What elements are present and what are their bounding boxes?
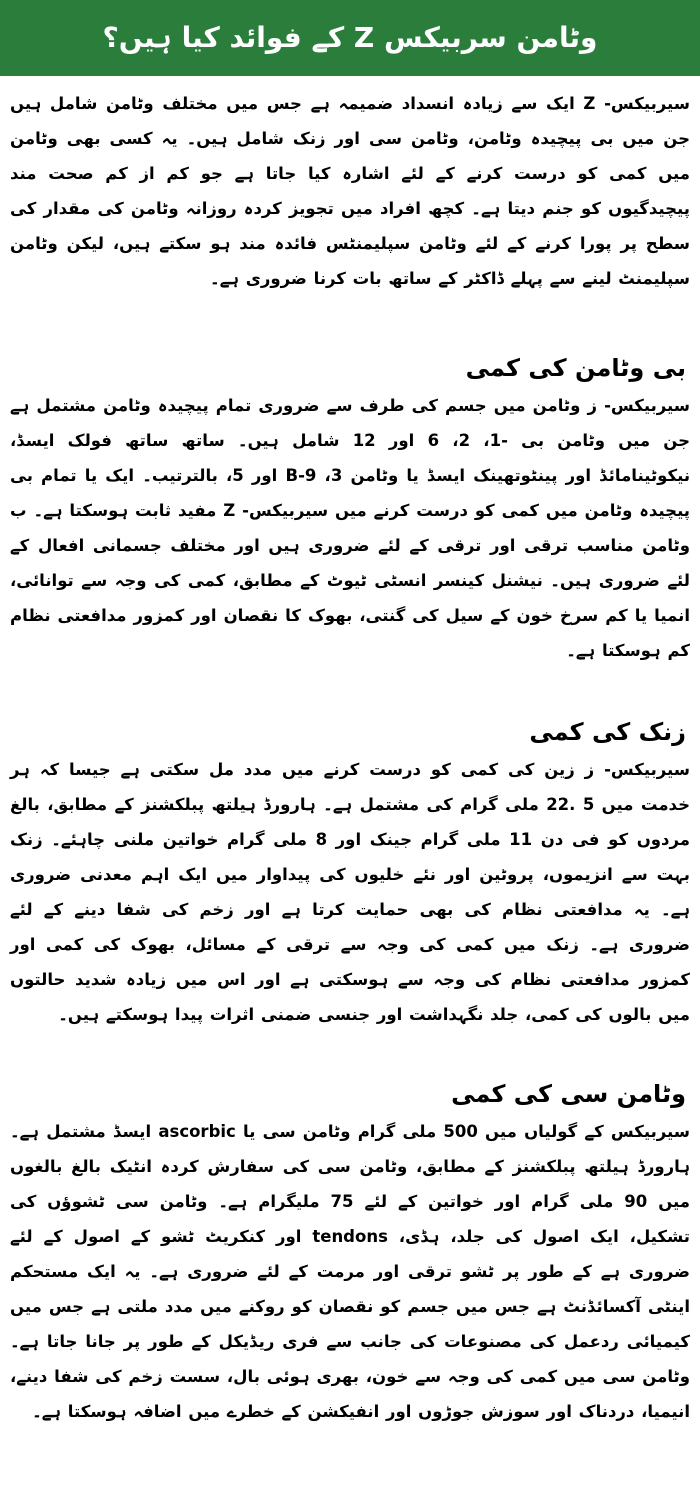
section-heading-zinc: زنک کی کمی — [529, 718, 686, 746]
intro-paragraph: سیربیکس- Z ایک سے زیادہ انسداد ضمیمہ ہے جس میں مختلف وٹامن شامل ہیں جن میں بی پیچیدہ وٹامن، وٹامن سی اور زنک شامل ہیں۔ یہ کسی بھی وٹامن میں کمی کو درست کرنے کے لئے اشارہ کیا جاتا ہے جو کم از کم صحت مند پیچیدگیوں کو جنم دیتا ہے۔ کچھ افراد میں تجویز کردہ روزانہ وٹامن کی مقدار کی سطح پر پورا کرنے کے لئے وٹامن سپلیمنٹس فائدہ مند ہو سکتے ہیں، لیکن وٹامن سپلیمنٹ لینے سے پہلے ڈاکٹر کے ساتھ بات کرنا ضروری ہے۔ — [10, 94, 690, 288]
section-paragraph-zinc: سیربیکس- ز زین کی کمی کو درست کرنے میں مدد مل سکتی ہے جیسا کہ ہر خدمت میں 5 .22 ملی گرام کی مشتمل ہے۔ ہارورڈ ہیلتھ پبلکشنز کے مطابق، بالغ مردوں کو فی دن 11 ملی گرام جینک اور 8 ملی گرام خواتین ملنی چاہئے۔ زنک بہت سے انزیموں، پروٹین اور نئے خلیوں کی پیداوار میں ایک اہم معدنی ضروری ہے۔ یہ مدافعتی نظام کی بھی حمایت کرتا ہے اور زخم کی شفا دینے کے لئے ضروری ہے۔ زنک میں کمی کی وجہ سے ترقی کے مسائل، بھوک کی کمی اور کمزور مدافعتی نظام کی وجہ سے ہوسکتی ہے اور اس میں زیادہ شدید حالتوں میں بالوں کی کمی، جلد نگہداشت اور جنسی ضمنی اثرات پیدا ہوسکتے ہیں۔ — [10, 760, 690, 1024]
article-body — [10, 86, 690, 1512]
section-paragraph-vitamin-b: سیربیکس- ز وٹامن میں جسم کی طرف سے ضروری تمام پیچیدہ وٹامن مشتمل ہے جن میں وٹامن بی -1، 2، 6 اور 12 شامل ہیں۔ ساتھ ساتھ فولک ایسڈ، نیکوٹینامائڈ اور پینٹوتھینک ایسڈ یا وٹامن 3، B-9 اور 5، بالترتیب۔ ایک یا تمام بی پیچیدہ وٹامن میں کمی کو درست کرنے میں سیربیکس- Z مفید ثابت ہوسکتا ہے۔ ب وٹامن مناسب ترقی اور ترقی کے لئے ضروری ہیں اور مختلف جسمانی افعال کے لئے ضروری ہیں۔ نیشنل کینسر انسٹی ٹیوٹ کے مطابق، کمی کی وجہ سے توانائی، انمیا یا کم سرخ خون کے سیل کی گنتی، بھوک کا نقصان اور کمزور مدافعتی نظام کم ہوسکتا ہے۔ — [10, 396, 691, 660]
title-banner — [0, 0, 700, 76]
page-title: وٹامن سربیکس Z کے فوائد کیا ہیں؟ — [102, 21, 598, 54]
section-heading-vitamin-c: وٹامن سی کی کمی — [451, 1080, 686, 1108]
section-paragraph-vitamin-c: سیربیکس کے گولیاں میں 500 ملی گرام وٹامن سی یا ascorbic ایسڈ مشتمل ہے۔ ہارورڈ ہیلتھ پبلکشنز کے مطابق، وٹامن سی کی سفارش کردہ انٹیک بالغ بالغوں میں 90 ملی گرام اور خواتین کے لئے 75 ملیگرام ہے۔ وٹامن سی ٹشوؤں کی تشکیل، ایک اصول کی جلد، ہڈی، tendons اور کنکریٹ ٹشو کے اصول کے لئے ضروری ہے کے طور پر ٹشو ترقی اور مرمت کے لئے ضروری ہے۔ یہ ایک مستحکم اینٹی آکسائڈنٹ ہے جس میں جسم کو نقصان کو روکنے میں مدد ملتی ہے جس میں کیمیائی ردعمل کی مصنوعات کی جانب سے فری ریڈیکل کے طور پر جانا جاتا ہے۔ وٹامن سی میں کمی کی وجہ سے خون، بھری ہوئی بال، سست زخم کی شفا دینے، انیمیا، دردناک اور سوزش جوڑوں اور انفیکشن کے خطرے میں اضافہ ہوسکتا ہے۔ — [10, 1122, 690, 1421]
section-heading-vitamin-b: بی وٹامن کی کمی — [465, 354, 686, 382]
